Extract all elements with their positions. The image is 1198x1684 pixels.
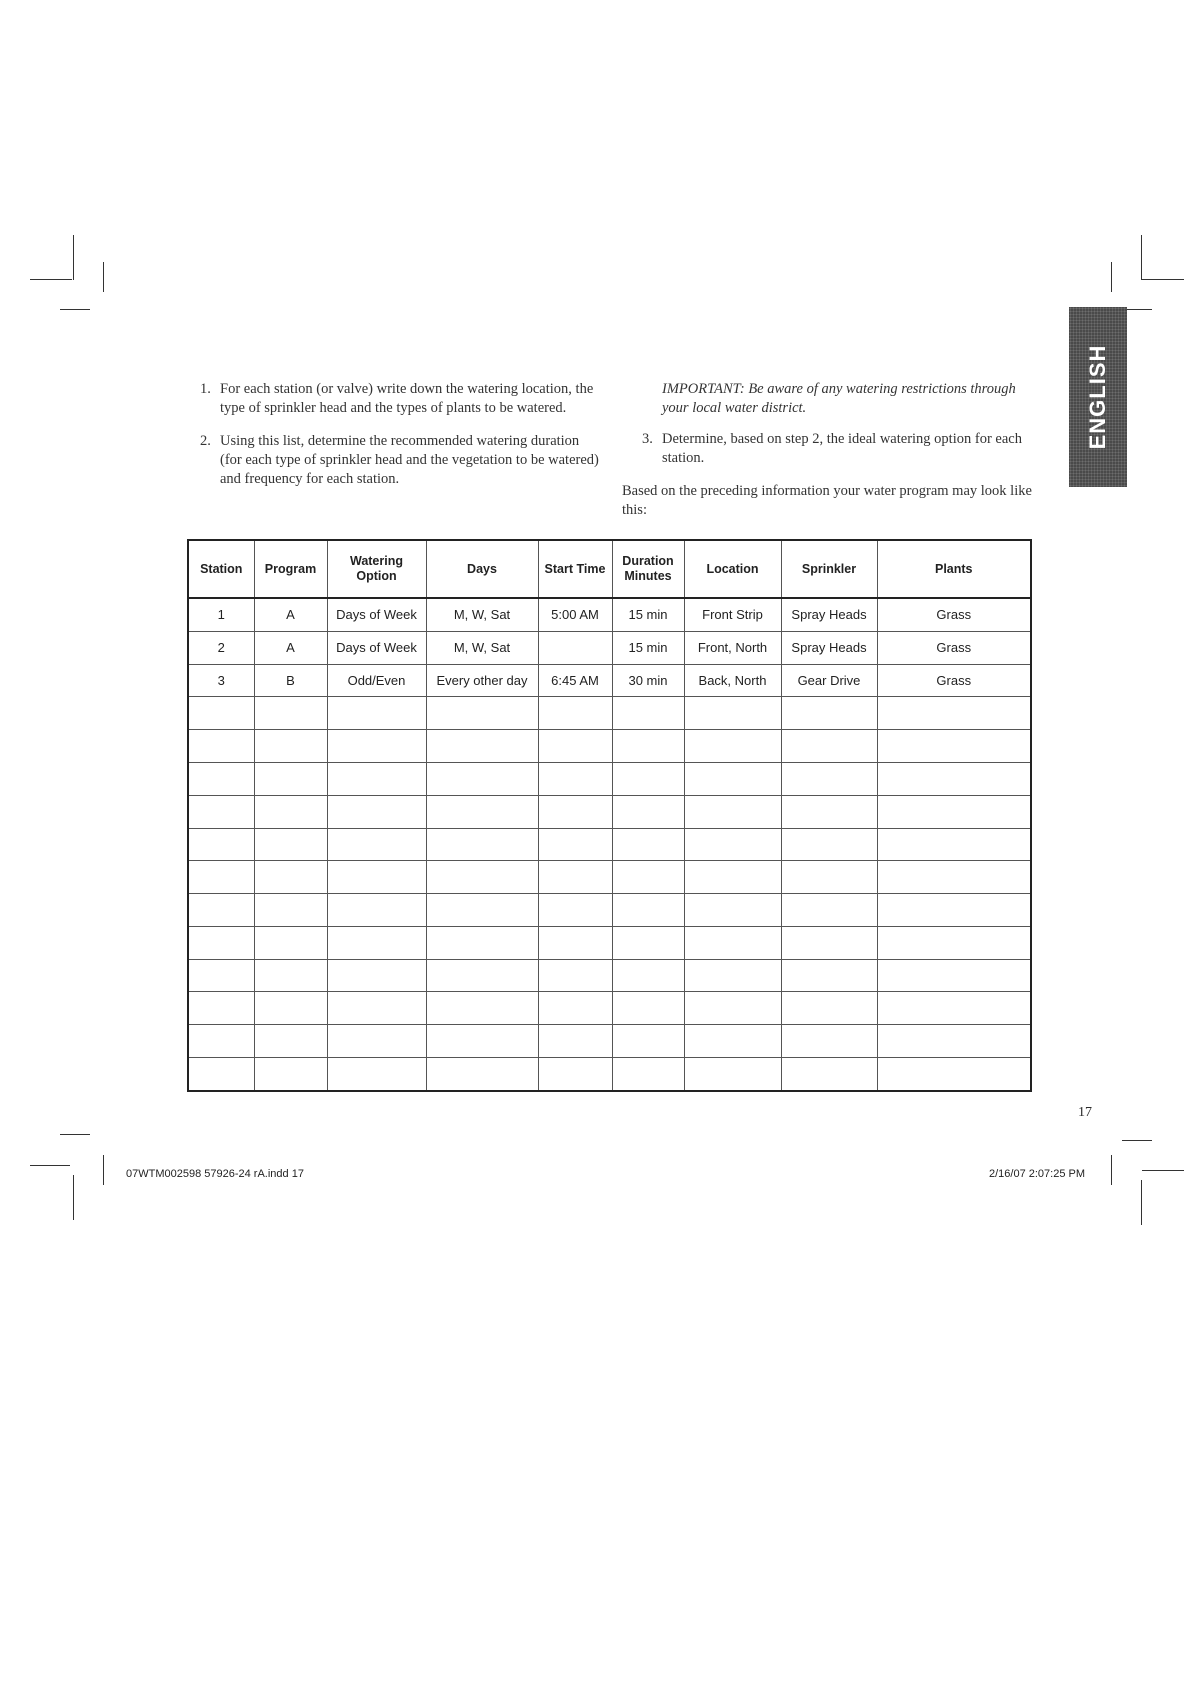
table-cell: Back, North: [684, 664, 781, 697]
table-cell: [426, 926, 538, 959]
table-cell: [254, 762, 327, 795]
table-row: [188, 1057, 1031, 1091]
crop-mark: [1122, 1140, 1152, 1141]
column-header: Plants: [877, 540, 1031, 598]
table-cell: [877, 697, 1031, 730]
table-row: [188, 926, 1031, 959]
table-cell: [538, 697, 612, 730]
table-cell: [612, 730, 684, 763]
table-cell: M, W, Sat: [426, 631, 538, 664]
table-cell: [781, 992, 877, 1025]
language-tab: [1069, 307, 1127, 487]
table-cell: [254, 926, 327, 959]
table-cell: [781, 697, 877, 730]
table-cell: [188, 1025, 254, 1058]
table-cell: [684, 697, 781, 730]
important-note: IMPORTANT: Be aware of any watering restrictions through your local water district.: [662, 381, 1016, 416]
table-cell: 15 min: [612, 598, 684, 631]
table-row: [188, 795, 1031, 828]
table-row: [188, 697, 1031, 730]
instructions-right: [622, 380, 1042, 520]
page-number: 17: [1078, 1105, 1092, 1120]
footer-timestamp: 2/16/07 2:07:25 PM: [989, 1168, 1086, 1180]
table-cell: [426, 828, 538, 861]
table-cell: [684, 730, 781, 763]
table-cell: Spray Heads: [781, 598, 877, 631]
table-cell: [188, 1057, 254, 1091]
table-cell: [877, 959, 1031, 992]
table-row: [188, 959, 1031, 992]
table-cell: [684, 926, 781, 959]
instruction-item: [200, 432, 600, 489]
table-row: [188, 992, 1031, 1025]
table-cell: [877, 730, 1031, 763]
item-number: 2.: [200, 433, 211, 449]
column-header: Location: [684, 540, 781, 598]
table-intro: Based on the preceding information your water program may look like this:: [622, 483, 1032, 518]
table-cell: [327, 762, 426, 795]
table-cell: [188, 697, 254, 730]
table-cell: [327, 1057, 426, 1091]
crop-mark: [1111, 262, 1112, 292]
table-cell: [538, 828, 612, 861]
table-cell: [538, 959, 612, 992]
table-cell: [684, 894, 781, 927]
table-cell: [612, 1057, 684, 1091]
column-header: Days: [426, 540, 538, 598]
table-cell: [188, 795, 254, 828]
table-cell: [877, 992, 1031, 1025]
table-cell: [781, 959, 877, 992]
table-cell: [327, 894, 426, 927]
column-header: Program: [254, 540, 327, 598]
table-row: [188, 861, 1031, 894]
crop-mark: [73, 1175, 74, 1220]
table-cell: [327, 697, 426, 730]
table-cell: [254, 959, 327, 992]
table-cell: Grass: [877, 598, 1031, 631]
table-cell: [684, 762, 781, 795]
table-cell: [781, 926, 877, 959]
table-cell: [426, 697, 538, 730]
table-cell: [426, 1025, 538, 1058]
table-cell: [327, 959, 426, 992]
table-cell: [612, 762, 684, 795]
table-cell: [254, 828, 327, 861]
table-cell: [781, 795, 877, 828]
crop-mark: [60, 1134, 90, 1135]
table-cell: Spray Heads: [781, 631, 877, 664]
table-cell: [877, 894, 1031, 927]
column-header: Duration Minutes: [612, 540, 684, 598]
table-cell: [188, 959, 254, 992]
table-cell: [327, 828, 426, 861]
table-row: [188, 664, 1031, 697]
table-cell: [188, 926, 254, 959]
table-cell: [426, 795, 538, 828]
table-cell: [684, 1025, 781, 1058]
item-number: 1.: [200, 381, 211, 397]
table-cell: 5:00 AM: [538, 598, 612, 631]
table-cell: [254, 992, 327, 1025]
table-cell: [877, 1057, 1031, 1091]
table-cell: M, W, Sat: [426, 598, 538, 631]
table-cell: [188, 861, 254, 894]
table-cell: 6:45 AM: [538, 664, 612, 697]
table-cell: [188, 894, 254, 927]
table-cell: Front Strip: [684, 598, 781, 631]
table-cell: B: [254, 664, 327, 697]
table-cell: A: [254, 598, 327, 631]
table-cell: [188, 730, 254, 763]
table-cell: [327, 861, 426, 894]
table-cell: Odd/Even: [327, 664, 426, 697]
table-cell: [781, 894, 877, 927]
table-cell: [684, 795, 781, 828]
table-cell: [612, 992, 684, 1025]
table-cell: [877, 861, 1031, 894]
table-row: [188, 730, 1031, 763]
table-cell: [538, 992, 612, 1025]
table-cell: [188, 762, 254, 795]
table-cell: [538, 795, 612, 828]
item-text: For each station (or valve) write down the watering location, the type of sprinkler head and the types of plants to be watered.: [220, 381, 594, 416]
table-cell: [877, 1025, 1031, 1058]
table-cell: Days of Week: [327, 631, 426, 664]
table-cell: [612, 926, 684, 959]
item-text: Using this list, determine the recommended watering duration (for each type of sprinkler head and the vegetation to be watered) and frequency for each station.: [220, 433, 599, 487]
table-cell: [684, 1057, 781, 1091]
table-cell: [426, 992, 538, 1025]
table-cell: [254, 697, 327, 730]
table-cell: [254, 861, 327, 894]
table-cell: [684, 861, 781, 894]
crop-mark: [103, 262, 104, 292]
table-cell: [877, 926, 1031, 959]
table-row: [188, 894, 1031, 927]
table-cell: A: [254, 631, 327, 664]
table-cell: [612, 828, 684, 861]
table-cell: [612, 795, 684, 828]
item-text: Determine, based on step 2, the ideal watering option for each station.: [662, 431, 1022, 466]
crop-mark: [103, 1155, 104, 1185]
table-cell: 1: [188, 598, 254, 631]
item-number: 3.: [642, 431, 653, 447]
table-cell: [612, 861, 684, 894]
table-cell: [426, 959, 538, 992]
table-cell: [781, 861, 877, 894]
instruction-item: [200, 380, 600, 418]
instruction-item: [622, 430, 1042, 468]
crop-mark: [1142, 1170, 1184, 1171]
table-cell: Front, North: [684, 631, 781, 664]
table-cell: [327, 1025, 426, 1058]
crop-mark: [1141, 1180, 1142, 1225]
table-row: [188, 631, 1031, 664]
table-cell: [612, 959, 684, 992]
instructions-left: [200, 380, 600, 503]
table-cell: [538, 631, 612, 664]
table-cell: [188, 828, 254, 861]
table-cell: [327, 730, 426, 763]
crop-mark: [73, 235, 74, 280]
table-cell: [327, 926, 426, 959]
crop-mark: [1141, 235, 1142, 280]
table-cell: [612, 894, 684, 927]
table-row: [188, 598, 1031, 631]
table-cell: [612, 697, 684, 730]
table-cell: [426, 861, 538, 894]
table-row: [188, 1025, 1031, 1058]
table-row: [188, 762, 1031, 795]
language-tab-label: ENGLISH: [1085, 344, 1110, 450]
table-cell: [254, 730, 327, 763]
table-cell: [877, 762, 1031, 795]
crop-mark: [30, 1165, 70, 1166]
column-header: Watering Option: [327, 540, 426, 598]
table-cell: [538, 762, 612, 795]
crop-mark: [1111, 1155, 1112, 1185]
table-cell: [188, 992, 254, 1025]
table-cell: [327, 795, 426, 828]
table-cell: Grass: [877, 664, 1031, 697]
table-cell: [612, 1025, 684, 1058]
table-cell: [684, 959, 781, 992]
table-cell: [781, 828, 877, 861]
table-cell: Gear Drive: [781, 664, 877, 697]
table-cell: [538, 861, 612, 894]
table-cell: [684, 828, 781, 861]
table-cell: [781, 1025, 877, 1058]
table-cell: [781, 762, 877, 795]
table-header-row: [188, 540, 1031, 598]
table-cell: [426, 762, 538, 795]
table-cell: 30 min: [612, 664, 684, 697]
column-header: Sprinkler: [781, 540, 877, 598]
crop-mark: [1142, 279, 1184, 280]
footer-file: 07WTM002598 57926-24 rA.indd 17: [126, 1168, 304, 1180]
table-cell: [781, 1057, 877, 1091]
column-header: Station: [188, 540, 254, 598]
watering-program-table: [187, 539, 1032, 1092]
table-cell: [254, 894, 327, 927]
table-cell: 2: [188, 631, 254, 664]
crop-mark: [60, 309, 90, 310]
table-cell: Grass: [877, 631, 1031, 664]
table-cell: [538, 894, 612, 927]
table-cell: [254, 795, 327, 828]
table-cell: [538, 1025, 612, 1058]
table-cell: [254, 1025, 327, 1058]
table-cell: [538, 730, 612, 763]
table-cell: [254, 1057, 327, 1091]
table-cell: [877, 795, 1031, 828]
table-cell: [426, 730, 538, 763]
crop-mark: [30, 279, 72, 280]
table-cell: [426, 894, 538, 927]
table-cell: Days of Week: [327, 598, 426, 631]
table-cell: [538, 926, 612, 959]
table-cell: Every other day: [426, 664, 538, 697]
table-cell: [684, 992, 781, 1025]
table-cell: [538, 1057, 612, 1091]
table-cell: [426, 1057, 538, 1091]
table-cell: 15 min: [612, 631, 684, 664]
table-row: [188, 828, 1031, 861]
table-cell: [327, 992, 426, 1025]
column-header: Start Time: [538, 540, 612, 598]
table-cell: [781, 730, 877, 763]
table-cell: 3: [188, 664, 254, 697]
table-cell: [877, 828, 1031, 861]
